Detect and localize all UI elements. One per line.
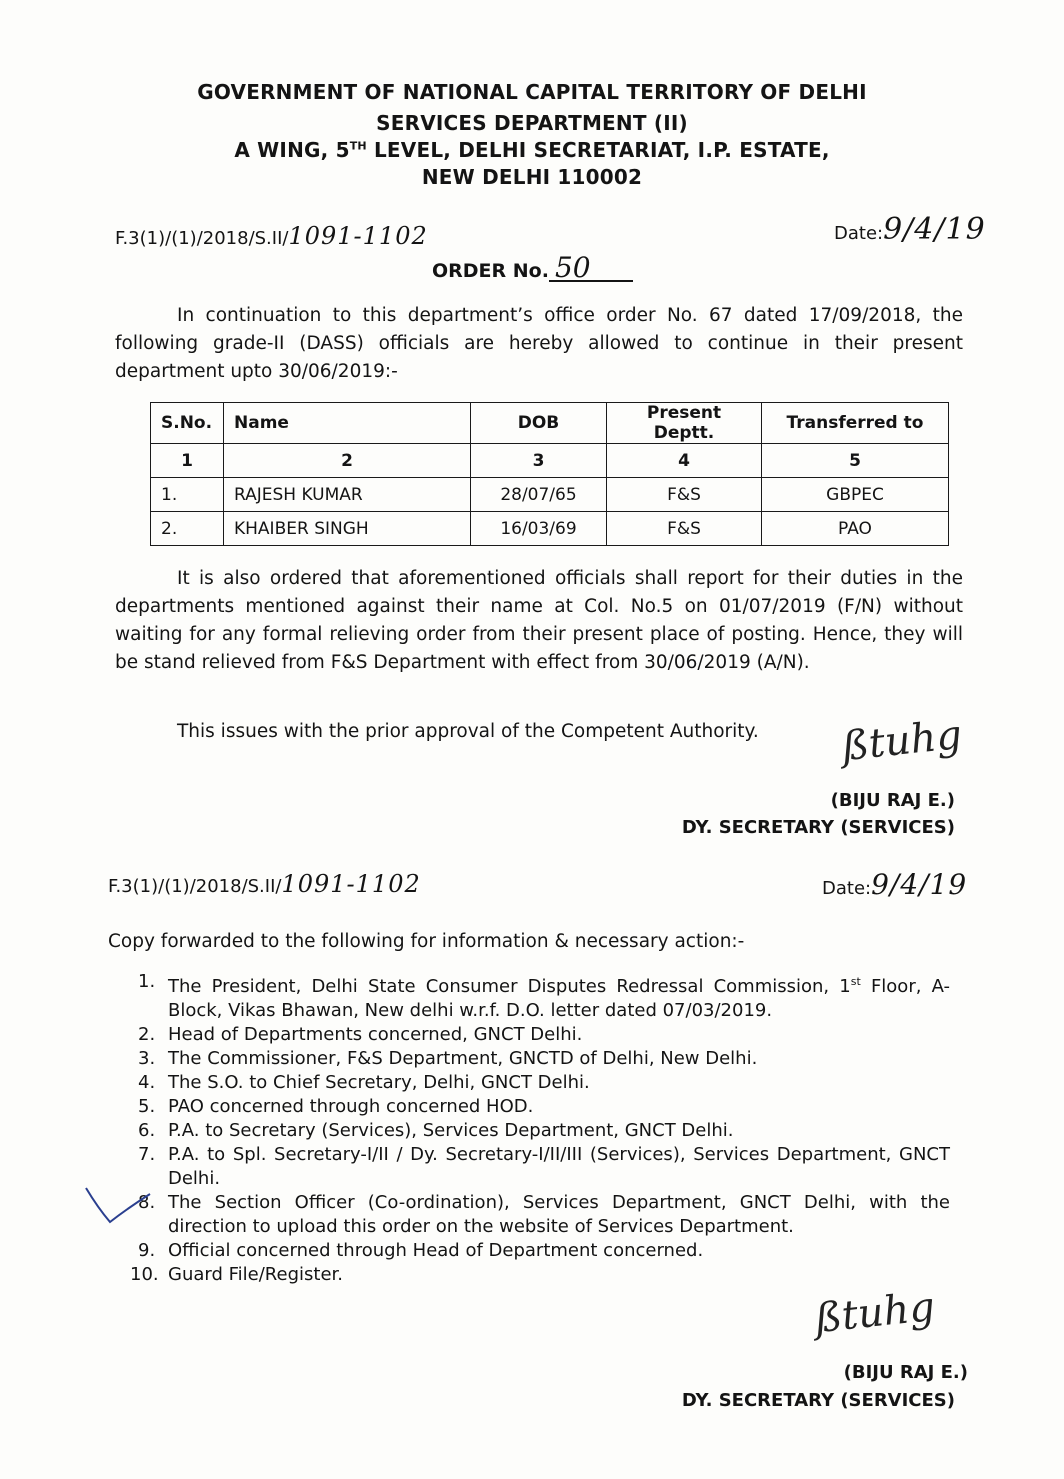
item-number: 10. <box>130 1264 159 1285</box>
item-text: Head of Departments concerned, GNCT Delhi. <box>168 1024 583 1045</box>
list-item <box>138 1119 950 1143</box>
cell-name: KHAIBER SINGH <box>224 512 471 546</box>
file-number-top <box>115 222 428 250</box>
cell-transferred-to: GBPEC <box>762 478 949 512</box>
table-row <box>151 478 949 512</box>
officials-table <box>150 402 949 546</box>
header-dob: DOB <box>471 403 607 444</box>
header-name: Name <box>224 403 471 444</box>
colnum-1: 1 <box>151 444 224 478</box>
cell-dob: 28/07/65 <box>471 478 607 512</box>
cell-transferred-to: PAO <box>762 512 949 546</box>
order-number-handwritten: 50 <box>549 256 633 282</box>
signatory-name-2: (BIJU RAJ E.) <box>843 1362 968 1383</box>
header-present-deptt: Present Deptt. <box>607 403 762 444</box>
list-item <box>138 1095 950 1119</box>
list-item <box>138 1047 950 1071</box>
item-text: The President, Delhi State Consumer Disputes Redressal Commission, 1 <box>168 976 851 997</box>
item-number: 7. <box>138 1144 156 1165</box>
cell-name: RAJESH KUMAR <box>224 478 471 512</box>
item-text: The S.O. to Chief Secretary, Delhi, GNCT Delhi. <box>168 1072 590 1093</box>
copy-forwarded-intro: Copy forwarded to the following for information & necessary action:- <box>108 931 745 952</box>
address-superscript: TH <box>349 139 367 153</box>
list-item <box>138 1071 950 1095</box>
item-number: 5. <box>138 1096 156 1117</box>
item-text: The Section Officer (Co-ordination), Services Department, GNCT Delhi, with the direction to upload this order on the website of Services Department. <box>168 1192 950 1237</box>
list-item <box>138 1143 950 1191</box>
signature-scribble-2: ßtuhg <box>812 1283 937 1343</box>
item-superscript: st <box>850 975 861 988</box>
paragraph-approval: This issues with the prior approval of the Competent Authority. <box>177 721 759 742</box>
item-text: P.A. to Spl. Secretary-I/II / Dy. Secretary-I/II/III (Services), Services Department, GNCT Delhi. <box>168 1144 950 1189</box>
item-text: Guard File/Register. <box>168 1264 343 1285</box>
signatory-name-1: (BIJU RAJ E.) <box>830 790 955 811</box>
table-colnum-row <box>151 444 949 478</box>
cell-present-deptt: F&S <box>607 512 762 546</box>
header-sno: S.No. <box>151 403 224 444</box>
cell-present-deptt: F&S <box>607 478 762 512</box>
item-text: P.A. to Secretary (Services), Services Department, GNCT Delhi. <box>168 1120 734 1141</box>
item-text: Official concerned through Head of Department concerned. <box>168 1240 704 1261</box>
file-number-handwritten: 1091-1102 <box>288 222 428 250</box>
paragraph-continuation: In continuation to this department’s office order No. 67 dated 17/09/2018, the following grade-II (DASS) officials are hereby allowed to continue in their present department upto 30/06/2019:- <box>115 305 963 382</box>
table-row <box>151 512 949 546</box>
item-number: 4. <box>138 1072 156 1093</box>
signature-scribble-1: ßtuhg <box>839 711 964 771</box>
paragraph-reporting-order: It is also ordered that aforementioned officials shall report for their duties in the departments mentioned against their name at Col. No.5 on 01/07/2019 (F/N) without waiting for any formal relieving order from their present place of posting. Hence, they will be stand relieved from F&S Department with effect from 30/06/2019 (A/N). <box>115 568 963 673</box>
signatory-designation-2: DY. SECRETARY (SERVICES) <box>681 1390 955 1411</box>
letterhead-department: SERVICES DEPARTMENT (II) <box>376 111 688 135</box>
item-number: 1. <box>138 971 156 992</box>
address-text-rest: LEVEL, DELHI SECRETARIAT, I.P. ESTATE, <box>366 138 830 162</box>
date-bottom <box>822 868 967 901</box>
checkmark-icon <box>84 1186 154 1226</box>
colnum-3: 3 <box>471 444 607 478</box>
file-number-printed: F.3(1)/(1)/2018/S.II/ <box>115 228 289 249</box>
cell-dob: 16/03/69 <box>471 512 607 546</box>
table-header-row <box>151 403 949 444</box>
letterhead-address <box>0 138 1064 162</box>
item-number: 2. <box>138 1024 156 1045</box>
item-text-rest: Floor, A-Block, Vikas Bhawan, New delhi w.r.f. D.O. letter dated 07/03/2019. <box>168 976 951 1021</box>
item-number: 3. <box>138 1048 156 1069</box>
date-label: Date: <box>822 878 872 899</box>
colnum-2: 2 <box>224 444 471 478</box>
date-label: Date: <box>834 223 884 244</box>
copy-recipient-list <box>130 970 951 1287</box>
item-number: 8. <box>138 1192 156 1213</box>
item-text: The Commissioner, F&S Department, GNCTD of Delhi, New Delhi. <box>168 1048 758 1069</box>
cell-sno: 1. <box>151 478 224 512</box>
list-item <box>138 1023 950 1047</box>
item-text: PAO concerned through concerned HOD. <box>168 1096 534 1117</box>
colnum-4: 4 <box>607 444 762 478</box>
date-handwritten: 9/4/19 <box>871 868 968 901</box>
header-transferred-to: Transferred to <box>762 403 949 444</box>
letterhead-government: GOVERNMENT OF NATIONAL CAPITAL TERRITORY OF DELHI <box>197 80 867 104</box>
item-number: 6. <box>138 1120 156 1141</box>
date-handwritten: 9/4/19 <box>883 212 986 247</box>
signatory-designation-1: DY. SECRETARY (SERVICES) <box>681 817 955 838</box>
file-number-handwritten: 1091-1102 <box>281 870 421 898</box>
item-number: 9. <box>138 1240 156 1261</box>
list-item <box>130 1263 950 1287</box>
list-item <box>138 1239 950 1263</box>
order-label: ORDER No. <box>432 260 549 282</box>
date-top <box>834 212 986 247</box>
list-item <box>138 1191 950 1239</box>
list-item <box>138 970 950 1023</box>
file-number-bottom <box>108 870 421 898</box>
colnum-5: 5 <box>762 444 949 478</box>
address-text: A WING, 5 <box>234 138 350 162</box>
order-number <box>432 251 633 284</box>
letterhead-city: NEW DELHI 110002 <box>421 165 643 189</box>
cell-sno: 2. <box>151 512 224 546</box>
file-number-printed: F.3(1)/(1)/2018/S.II/ <box>108 876 282 897</box>
